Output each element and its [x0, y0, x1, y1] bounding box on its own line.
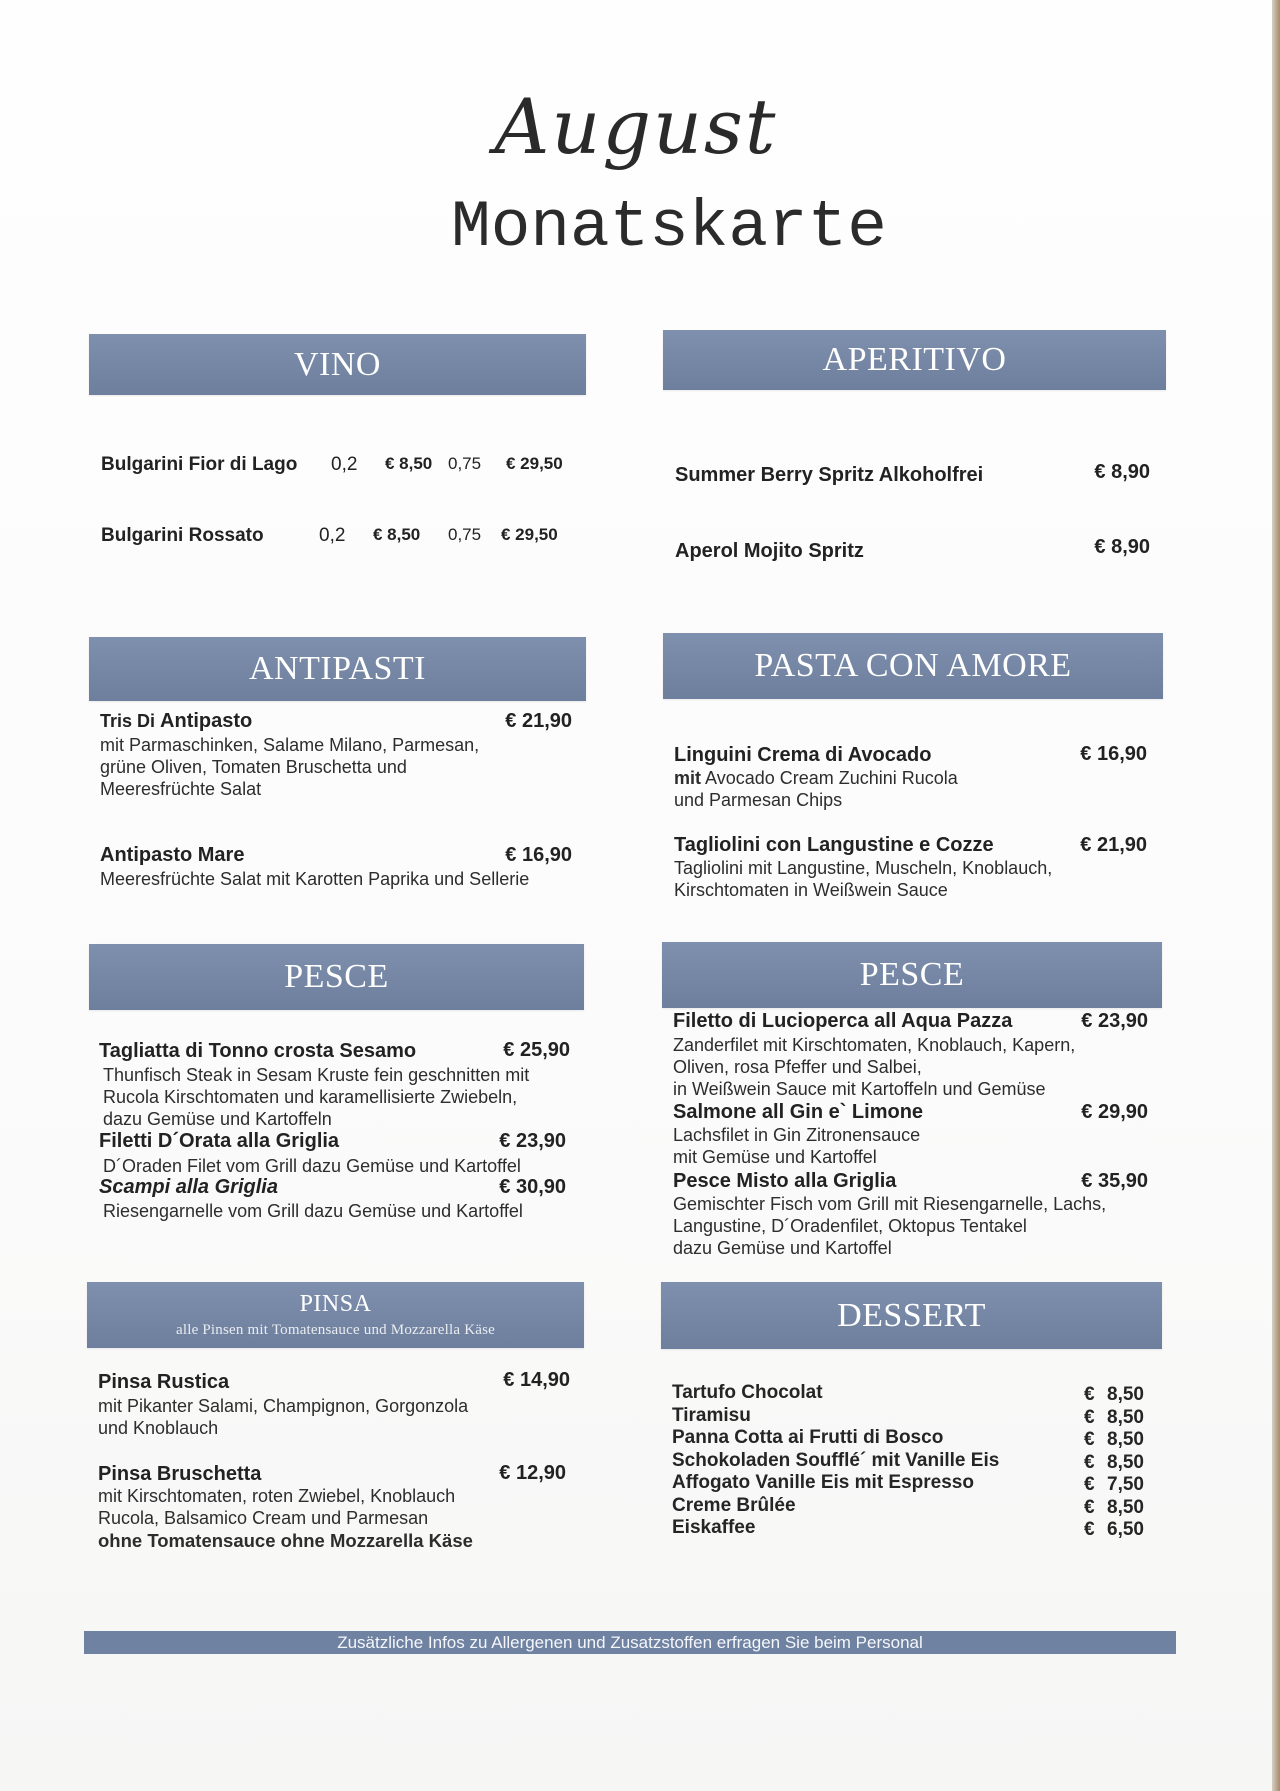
dessert-name: Panna Cotta ai Frutti di Bosco [672, 1427, 944, 1448]
menu-item-name: Pinsa Rustica [98, 1371, 230, 1393]
wine-row [101, 525, 581, 549]
menu-item-description: mit Parmaschinken, Salame Milano, Parmesan, grüne Oliven, Tomaten Bruschetta und Meeresfrüchte Salat [100, 735, 480, 799]
section-banner-dessert [661, 1282, 1162, 1349]
menu-item-description-bold: ohne Tomatensauce ohne Mozzarella Käse [98, 1530, 473, 1551]
dessert-name: Schokoladen Soufflé´ mit Vanille Eis [672, 1449, 1000, 1471]
wine-price: € 29,50 [501, 525, 558, 544]
menu-item-description [674, 767, 1134, 811]
section-title-aperitivo: APERITIVO [822, 341, 1007, 378]
menu-item-name: Summer Berry Spritz Alkoholfrei [675, 464, 984, 486]
wine-name: Bulgarini Fior di Lago [101, 454, 298, 475]
menu-item-description: mit Kirschtomaten, roten Zwiebel, Knoblauch Rucola, Balsamico Cream und Parmesan [98, 1486, 456, 1528]
section-banner-vino [89, 334, 586, 395]
menu-item-name: Tagliatta di Tonno crosta Sesamo [99, 1040, 417, 1062]
menu-item-name: Pinsa Bruschetta [98, 1463, 262, 1485]
dessert-amount: 8,50 [1107, 1406, 1144, 1428]
menu-item-price: € 30,90 [499, 1176, 566, 1198]
menu-item-price: € 23,90 [499, 1130, 566, 1152]
dessert-amount: 8,50 [1107, 1451, 1144, 1473]
currency-symbol: € [1084, 1384, 1095, 1405]
menu-item-price: € 21,90 [505, 710, 572, 732]
menu-item-price: € 16,90 [1080, 743, 1147, 765]
section-title-vino: VINO [294, 345, 381, 383]
menu-item-name: Scampi alla Griglia [99, 1176, 278, 1198]
dessert-price [1084, 1497, 1144, 1520]
menu-item-price: € 14,90 [503, 1369, 570, 1391]
menu-item-name [100, 710, 252, 733]
menu-item-name: Tagliolini con Langustine e Cozze [674, 834, 994, 856]
menu-item-price: € 23,90 [1081, 1010, 1148, 1032]
menu-item-description: Tagliolini mit Langustine, Muscheln, Knoblauch, Kirschtomaten in Weißwein Sauce [674, 858, 1053, 900]
dessert-name: Tiramisu [672, 1404, 751, 1426]
title-month: August [494, 82, 778, 171]
page-edge [1272, 0, 1280, 1791]
wine-size: 0,2 [331, 454, 358, 475]
dessert-list [672, 1382, 1052, 1540]
dessert-price [1084, 1407, 1144, 1430]
currency-symbol: € [1084, 1451, 1095, 1473]
menu-item-price: € 8,90 [1094, 461, 1150, 483]
menu-item-description: Meeresfrüchte Salat mit Karotten Paprika und Sellerie [100, 869, 530, 889]
wine-name: Bulgarini Rossato [101, 525, 264, 546]
menu-item-name: Salmone all Gin e` Limone [673, 1101, 924, 1123]
section-title-pinsa: PINSA [299, 1291, 372, 1317]
section-banner-pesce [662, 942, 1162, 1008]
currency-symbol: € [1084, 1406, 1095, 1428]
title-menu: Monatskarte [451, 190, 887, 265]
menu-item-description: Lachsfilet in Gin Zitronensauce mit Gemüse und Kartoffel [673, 1125, 921, 1167]
dessert-amount: 6,50 [1107, 1519, 1144, 1540]
dessert-price [1084, 1429, 1144, 1452]
wine-price: € 29,50 [506, 454, 563, 473]
menu-item-price: € 25,90 [503, 1039, 570, 1061]
dessert-prices [1084, 1384, 1150, 1542]
wine-size: 0,2 [319, 525, 346, 546]
dessert-name: Affogato Vanille Eis mit Espresso [672, 1472, 974, 1493]
menu-item-name: Aperol Mojito Spritz [675, 540, 864, 562]
menu-item-description: Zanderfilet mit Kirschtomaten, Knoblauch, Kapern, Oliven, rosa Pfeffer und Salbei, in Weißwein Sauce mit Kartoffeln und Gemüse [673, 1035, 1076, 1099]
menu-item-description: Riesengarnelle vom Grill dazu Gemüse und Kartoffel [103, 1201, 523, 1221]
section-subtitle-pinsa: alle Pinsen mit Tomatensauce und Mozzarella Käse [175, 1322, 495, 1338]
menu-item-name: Filetto di Lucioperca all Aqua Pazza [673, 1010, 1013, 1032]
dessert-name: Creme Brûlée [672, 1494, 796, 1516]
menu-item-price: € 12,90 [499, 1462, 566, 1484]
currency-symbol: € [1084, 1519, 1095, 1540]
dessert-price [1084, 1519, 1144, 1542]
dessert-amount: 7,50 [1107, 1474, 1144, 1495]
section-title-dessert: DESSERT [837, 1296, 986, 1334]
description-text: Avocado Cream Zuchini Rucola und Parmesan Chips [674, 768, 958, 810]
dessert-name: Tartufo Chocolat [672, 1382, 823, 1403]
allergen-info-text: Zusätzliche Infos zu Allergenen und Zusatzstoffen erfragen Sie beim Personal [337, 1632, 923, 1652]
menu-item-description: Thunfisch Steak in Sesam Kruste fein geschnitten mit Rucola Kirschtomaten und karamellisierte Zwiebeln, dazu Gemüse und Kartoffeln [103, 1065, 530, 1129]
currency-symbol: € [1084, 1474, 1095, 1495]
dessert-price [1084, 1452, 1144, 1475]
currency-symbol: € [1084, 1496, 1095, 1518]
section-banner-pasta [663, 633, 1163, 699]
section-banner-pesce [89, 944, 584, 1010]
description-prefix: mit [674, 768, 701, 788]
wine-price: € 8,50 [373, 525, 421, 544]
wine-size: 0,75 [448, 525, 482, 544]
currency-symbol: € [1084, 1429, 1095, 1450]
menu-item-description: mit Pikanter Salami, Champignon, Gorgonzola und Knoblauch [98, 1396, 469, 1438]
wine-size: 0,75 [448, 454, 482, 473]
dessert-price [1084, 1384, 1144, 1407]
section-title-pasta: PASTA CON AMORE [754, 647, 1072, 684]
menu-item-description: Gemischter Fisch vom Grill mit Riesengarnelle, Lachs, Langustine, D´Oradenfilet, Oktopus Tentakel dazu Gemüse und Kartoffel [673, 1194, 1107, 1258]
dessert-amount: 8,50 [1107, 1429, 1144, 1450]
menu-item-name-main: Antipasto [160, 710, 253, 732]
dessert-price [1084, 1474, 1144, 1497]
menu-item-name: Antipasto Mare [100, 844, 245, 866]
menu-item-name: Pesce Misto alla Griglia [673, 1170, 897, 1192]
section-title-pesce: PESCE [284, 958, 389, 995]
menu-item-name-prefix: Tris Di [100, 711, 161, 731]
menu-item-name: Filetti D´Orata alla Griglia [99, 1130, 340, 1152]
section-title-antipasti: ANTIPASTI [248, 650, 427, 687]
section-banner-aperitivo [663, 330, 1166, 390]
wine-price: € 8,50 [385, 454, 433, 473]
menu-item-price: € 29,90 [1081, 1101, 1148, 1123]
section-banner-antipasti [89, 637, 586, 701]
allergen-info-bar [84, 1631, 1176, 1654]
wine-row [101, 454, 581, 478]
menu-item-price: € 8,90 [1094, 536, 1150, 558]
dessert-amount: 8,50 [1107, 1384, 1144, 1405]
menu-item-price: € 35,90 [1081, 1170, 1148, 1192]
menu-item-description: D´Oraden Filet vom Grill dazu Gemüse und Kartoffel [103, 1156, 521, 1176]
menu-item-price: € 21,90 [1080, 834, 1147, 856]
menu-item-price: € 16,90 [505, 844, 572, 866]
dessert-amount: 8,50 [1107, 1496, 1144, 1518]
menu-item-name: Linguini Crema di Avocado [674, 744, 932, 766]
dessert-name: Eiskaffee [672, 1517, 756, 1538]
section-banner-pinsa [87, 1282, 584, 1348]
section-title-pesce: PESCE [859, 956, 965, 993]
